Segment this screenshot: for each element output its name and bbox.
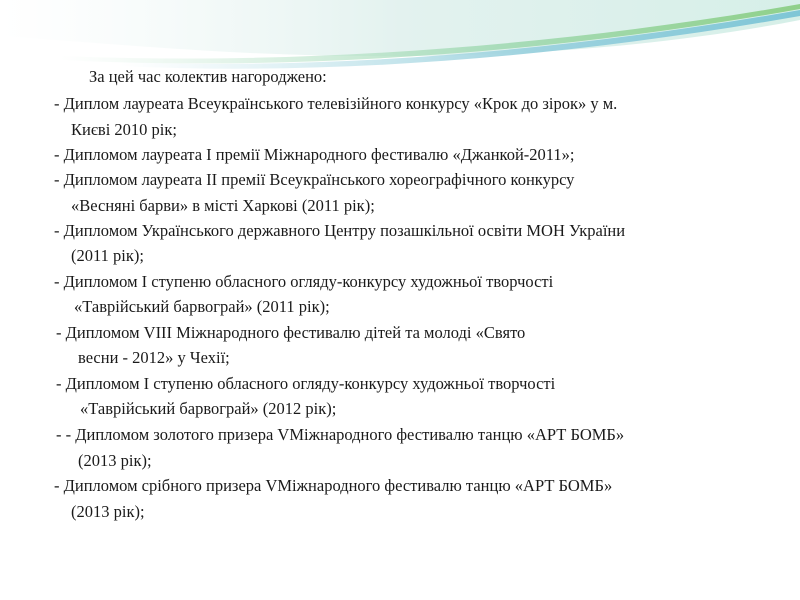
award-line: - - Дипломом золотого призера VМіжнародного фестивалю танцю «АРТ БОМБ»: [56, 425, 625, 444]
award-line: (2013 рік);: [71, 502, 145, 521]
award-line: - Дипломом лауреата І премії Міжнародного фестивалю «Джанкой-2011»;: [54, 145, 575, 164]
award-line: «Таврійський барвограй» (2011 рік);: [74, 297, 330, 316]
award-line: (2013 рік);: [78, 451, 152, 470]
award-line: - Диплом лауреата Всеукраїнського телевізійного конкурсу «Крок до зірок» у м.: [54, 94, 618, 113]
award-line: - Дипломом Українського державного Центру позашкільної освіти МОН України: [54, 221, 626, 240]
award-line: «Весняні барви» в місті Харкові (2011 рік);: [71, 196, 375, 215]
award-line: - Дипломом І ступеню обласного огляду-конкурсу художньої творчості: [54, 272, 554, 291]
award-line: «Таврійський барвограй» (2012 рік);: [80, 399, 337, 418]
award-line: - Дипломом лауреата ІІ премії Всеукраїнського хореографічного конкурсу: [54, 170, 575, 189]
award-line: весни - 2012» у Чехії;: [78, 348, 230, 367]
award-line: - Дипломом срібного призера VМіжнародного фестивалю танцю «АРТ БОМБ»: [54, 476, 613, 495]
awards-heading: За цей час колектив нагороджено:: [89, 67, 327, 86]
award-line: - Дипломом VIII Міжнародного фестивалю дітей та молоді «Свято: [56, 323, 526, 342]
award-line: (2011 рік);: [71, 246, 144, 265]
award-line: Києві 2010 рік;: [71, 120, 177, 139]
award-line: - Дипломом І ступеню обласного огляду-конкурсу художньої творчості: [56, 374, 556, 393]
